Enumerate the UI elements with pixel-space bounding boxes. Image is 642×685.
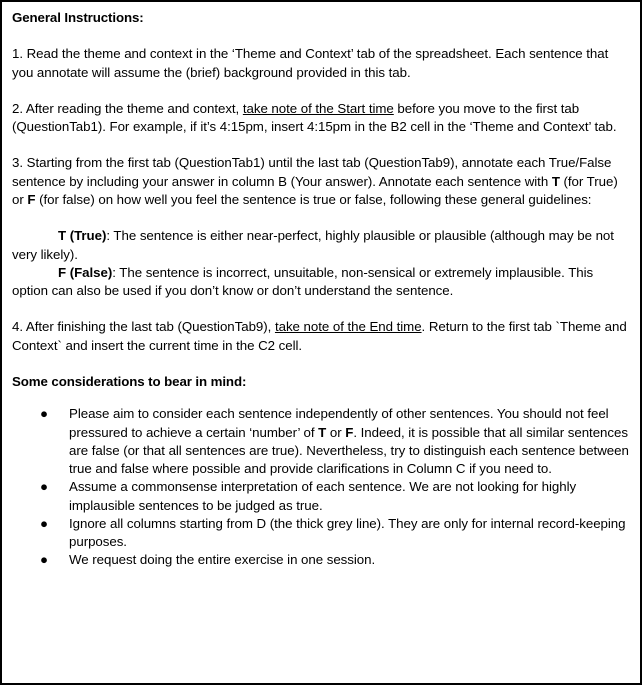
consideration-1-text-a: Please aim to consider each sentence independently of other sentences. You should not feel pressured to achieve a certain ‘number’ of xyxy=(69,406,609,440)
end-time-underlined-text: take note of the End time xyxy=(274,319,422,335)
guideline-false-label: F (False) xyxy=(58,264,113,280)
instruction-step-4-text-b: . Return to the first tab `Theme and Context` and insert the current time in the C2 cell. xyxy=(12,319,627,353)
instruction-step-2-text-b: before you move to the first tab (QuestionTab1). For example, if it’s 4:15pm, insert 4:15pm in the B2 cell in the ‘Theme and Context’ tab. xyxy=(12,100,617,135)
bold-letter-t: T xyxy=(318,424,327,440)
considerations-heading: Some considerations to bear in mind: xyxy=(12,373,247,389)
instruction-step-3-text-b: (for True) or xyxy=(12,173,618,207)
guideline-false-text: : The sentence is incorrect, unsuitable, non-sensical or extremely implausible. This option can also be used if you don’t know or don’t understand the sentence. xyxy=(12,264,594,299)
list-item xyxy=(12,405,631,478)
start-time-underlined-text: take note of the Start time xyxy=(242,100,394,116)
list-item xyxy=(12,478,631,515)
consideration-4-text: We request doing the entire exercise in one session. xyxy=(69,552,376,568)
guideline-true-label: T (True) xyxy=(58,228,107,244)
document-heading: General Instructions: xyxy=(12,10,144,25)
spacer xyxy=(12,209,631,227)
bullet-icon: ● xyxy=(40,479,48,495)
guideline-false xyxy=(12,264,631,301)
consideration-2-text: Assume a commonsense interpretation of each sentence. We are not looking for highly implausible sentences to be judged as true. xyxy=(69,479,577,513)
bullet-icon: ● xyxy=(40,552,48,568)
bold-letter-f: F xyxy=(345,424,354,440)
consideration-3-text: Ignore all columns starting from D (the thick grey line). They are only for internal record-keeping purposes. xyxy=(69,515,626,550)
considerations-list xyxy=(12,405,631,570)
instruction-step-2-text-a: 2. After reading the theme and context, xyxy=(12,100,243,116)
consideration-1-text-b: or xyxy=(326,424,346,440)
bullet-icon: ● xyxy=(40,515,48,531)
document-body xyxy=(2,2,640,576)
guideline-true xyxy=(12,227,631,264)
bold-letter-f: F xyxy=(27,191,36,207)
instruction-step-4-text-a: 4. After finishing the last tab (QuestionTab9), xyxy=(12,319,275,335)
instruction-step-3 xyxy=(12,154,631,209)
consideration-1-text-c: . Indeed, it is possible that all similar sentences are false (or that all sentences are true). Nevertheless, try to distinguish each sentence between true and false where possible and provide clarifications in Column C if you need to. xyxy=(69,424,629,477)
list-item xyxy=(12,551,631,569)
spacer xyxy=(12,391,631,405)
spacer xyxy=(12,136,631,154)
spacer xyxy=(12,355,631,373)
instruction-step-3-text-a: 3. Starting from the first tab (QuestionTab1) until the last tab (QuestionTab9), annotate each True/False sentence by including your answer in column B (Your answer). Annotate each sentence with xyxy=(12,155,612,189)
bullet-icon: ● xyxy=(40,406,48,422)
instruction-step-3-text-c: (for false) on how well you feel the sentence is true or false, following these general guidelines: xyxy=(35,191,592,207)
spacer xyxy=(12,82,631,100)
instruction-step-1 xyxy=(12,45,631,82)
spacer xyxy=(12,27,631,45)
list-item xyxy=(12,515,631,552)
instruction-step-1-text: 1. Read the theme and context in the ‘Theme and Context’ tab of the spreadsheet. Each sentence that you annotate will assume the (brief) background provided in this tab. xyxy=(12,46,609,80)
bold-letter-t: T xyxy=(551,173,560,189)
guideline-true-text: : The sentence is either near-perfect, highly plausible or plausible (although may be not very likely). xyxy=(12,228,614,262)
instruction-step-4 xyxy=(12,318,631,355)
instruction-step-2 xyxy=(12,100,631,137)
spacer xyxy=(12,300,631,318)
